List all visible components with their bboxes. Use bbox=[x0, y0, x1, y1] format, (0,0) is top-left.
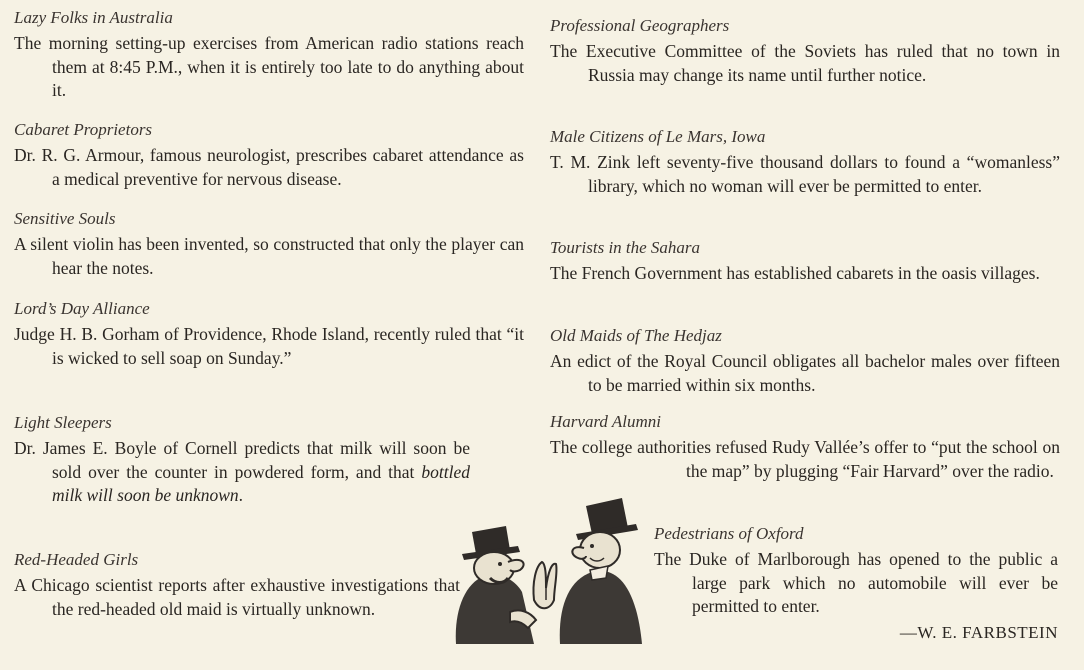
entry-body: The morning setting-up exercises from American radio stations reach them at 8:45 P.M., when it is entirely too late to do anything about it. bbox=[14, 33, 524, 100]
author-signature bbox=[900, 623, 1058, 643]
entry-body: The college authorities refused Rudy Vallée’s offer to “put the school on the map” by plugging “Fair Harvard” over the radio. bbox=[550, 437, 1060, 481]
entry-heading: Professional Geographers bbox=[550, 16, 730, 35]
entry-light-sleepers bbox=[14, 413, 524, 508]
body-italic-text: bottled milk will soon be unknown bbox=[52, 461, 470, 505]
entry-heading: Pedestrians of Oxford bbox=[654, 524, 804, 543]
body-text-end: . bbox=[238, 485, 244, 505]
signature-text: —W. E. FARBSTEIN bbox=[899, 623, 1058, 642]
entry-pedestrians-oxford bbox=[654, 524, 1058, 619]
entry-body: A silent violin has been invented, so constructed that only the player can hear the notes. bbox=[14, 234, 524, 278]
entry-harvard-alumni bbox=[550, 412, 1060, 483]
entry-body: An edict of the Royal Council obligates all bachelor males over fifteen to be married within six months. bbox=[550, 351, 1060, 395]
entry-tourists-sahara bbox=[550, 238, 1060, 286]
entry-body: T. M. Zink left seventy-five thousand dollars to found a “womanless” library, which no woman will ever be permitted to enter. bbox=[550, 152, 1060, 196]
entry-body: Dr. R. G. Armour, famous neurologist, prescribes cabaret attendance as a medical preventive for nervous disease. bbox=[14, 145, 524, 189]
entry-sensitive-souls bbox=[14, 209, 524, 280]
entry-heading: Lord’s Day Alliance bbox=[14, 299, 150, 318]
entry-heading: Old Maids of The Hedjaz bbox=[550, 326, 722, 345]
left-gentleman-figure bbox=[456, 526, 536, 644]
entry-hedjaz bbox=[550, 326, 1060, 397]
entry-body bbox=[14, 437, 470, 508]
entry-red-headed-girls bbox=[14, 550, 524, 621]
entry-heading: Male Citizens of Le Mars, Iowa bbox=[550, 127, 766, 146]
entry-body: The Executive Committee of the Soviets has ruled that no town in Russia may change its name until further notice. bbox=[550, 41, 1060, 85]
entry-heading: Lazy Folks in Australia bbox=[14, 8, 173, 27]
entry-lords-day-alliance bbox=[14, 299, 524, 370]
entry-heading: Tourists in the Sahara bbox=[550, 238, 701, 257]
right-gentleman-figure bbox=[560, 498, 642, 644]
cartoon-illustration bbox=[450, 492, 648, 644]
entry-heading: Harvard Alumni bbox=[550, 412, 661, 431]
entry-body: Judge H. B. Gorham of Providence, Rhode Island, recently ruled that “it is wicked to sell soap on Sunday.” bbox=[14, 324, 524, 368]
entry-heading: Sensitive Souls bbox=[14, 209, 116, 228]
entry-lazy-folks bbox=[14, 8, 524, 103]
entry-body: The Duke of Marlborough has opened to the public a large park which no automobile will ever be permitted to enter. bbox=[654, 549, 1058, 616]
body-text: Dr. James E. Boyle of Cornell predicts that milk will soon be sold over the counter in powdered form, and that bbox=[14, 438, 470, 482]
entry-body: A Chicago scientist reports after exhaustive investigations that the red-headed old maid is virtually unknown. bbox=[14, 575, 460, 619]
gesturing-hands bbox=[533, 562, 556, 608]
entry-cabaret-proprietors bbox=[14, 120, 524, 191]
entry-heading: Cabaret Proprietors bbox=[14, 120, 153, 139]
entry-heading: Red-Headed Girls bbox=[14, 550, 139, 569]
entry-le-mars bbox=[550, 127, 1060, 198]
entry-professional-geographers bbox=[550, 16, 1060, 87]
entry-heading: Light Sleepers bbox=[14, 413, 112, 432]
entry-body: The French Government has established cabarets in the oasis villages. bbox=[550, 263, 1040, 283]
